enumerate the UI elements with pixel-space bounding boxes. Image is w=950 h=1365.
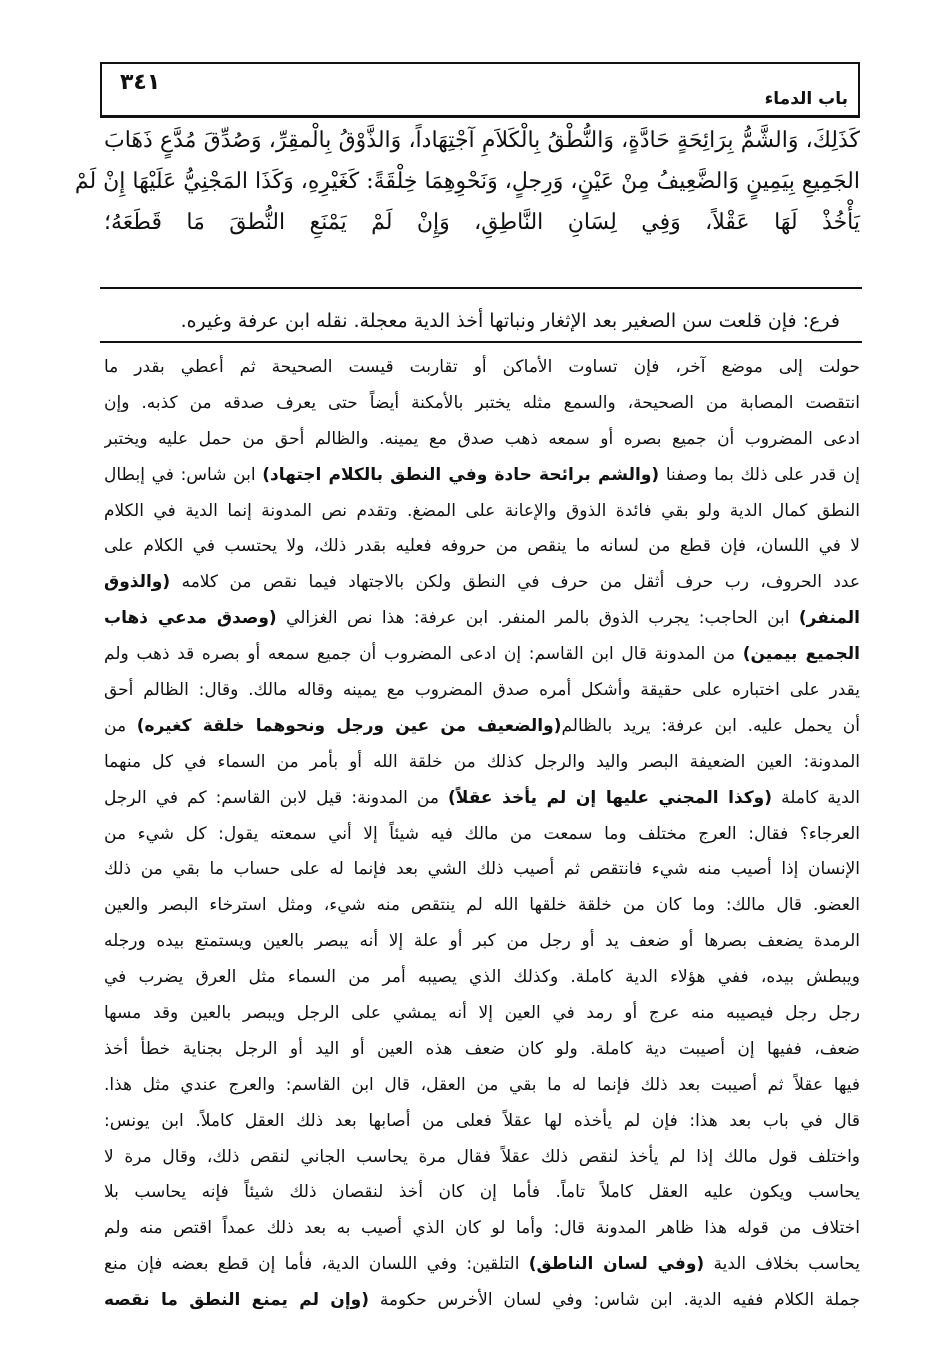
- chapter-title: باب الدماء: [764, 89, 848, 109]
- commentary-line: [104, 637, 860, 673]
- commentary-segment: النطق كمال الدية ولو بقي فائدة الذوق والإعانة على المضغ. وتقدم نص المدونة إنما الدية في الكلام: [104, 500, 860, 521]
- commentary-text: [104, 350, 860, 1319]
- commentary-segment: فيها عقلاً ثم أصيبت بعد ذلك فإنما له ما بقي من العقل، قال ابن القاسم: والعرج عندي مثل هذا.: [104, 1074, 860, 1095]
- commentary-line: [104, 673, 860, 709]
- commentary-line: [104, 1283, 860, 1319]
- text-line: يَأْخُذْ لَهَا عَقْلاً، وَفِي لِسَانِ النَّاطِقِ، وَإِنْ لَمْ يَمْنَعِ النُّطقَ مَا قَطَعَهُ؛: [104, 210, 861, 235]
- commentary-line: [104, 781, 860, 817]
- commentary-line: [104, 1032, 860, 1068]
- commentary-line: [104, 888, 860, 924]
- quoted-matn: (وفي لسان الناطق): [528, 1254, 705, 1275]
- divider: [100, 287, 862, 289]
- quoted-matn: (وكذا المجني عليها إن لم يأخذ عقلاً): [448, 787, 773, 808]
- commentary-segment: يقدر على اختباره على حقيقة وأشكل أمره صدق المضروب مع يمينه وقاله مالك. وقال: الظالم أحق: [104, 680, 860, 701]
- text-line: الجَمِيعِ بِيَمِينٍ وَالضَّعِيفُ مِنْ عَيْنٍ، وَرِجلٍ، وَنَحْوِهِمَا خِلْقَةً: كَغَيْرِهِ، وَكَذَا المَجْنِيُّ عَلَيْهَا إِنْ لَمْ: [74, 169, 860, 194]
- running-header: [100, 62, 860, 118]
- commentary-line: [104, 386, 860, 422]
- quoted-matn: (والضعيف من عين ورجل ونحوهما خلقة كغيره): [136, 715, 562, 736]
- quoted-matn: (وإن لم يمنع النطق ما نقصه: [104, 1290, 369, 1311]
- commentary-line: [104, 1140, 860, 1176]
- commentary-segment: يحاسب بخلاف الدية: [704, 1254, 860, 1275]
- commentary-segment: التلقين: وفي اللسان الدية، فأما إن قطع بعضه فإن منع: [104, 1254, 529, 1275]
- commentary-segment: من المدونة قال ابن القاسم: إن ادعى المضروب أن جميع سمعه أو بصره قد ذهب ولم: [104, 644, 743, 665]
- commentary-segment: من المدونة: قيل لابن القاسم: كم في الرجل: [104, 787, 449, 808]
- commentary-segment: ادعى المضروب أن جميع بصره أو سمعه ذهب صدق مع يمينه. والظالم أحق من حمل عليه ويختبر: [104, 428, 860, 449]
- commentary-segment: حولت إلى موضع آخر، فإن تساوت الأماكن أو تقاربت قيست الصحيحة ثم أعطي بقدر ما: [104, 357, 860, 377]
- commentary-segment: العرجاء؟ فقال: العرج مختلف وما سمعت من مالك فيه شيئاً إلا أني سمعته يقول: كل شيء من: [104, 823, 860, 844]
- commentary-line: [104, 601, 860, 637]
- text-line: كَذَلِكَ، وَالشَّمُّ بِرَائِحَةٍ حَادَّةٍ، وَالنُّطْقُ بِالْكَلاَمِ آجْتِهَاداً، وَالذَّوْقُ بِالْمقِرِّ، وَصُدِّقَ مُدَّعٍ ذَهَابَ: [104, 128, 860, 153]
- commentary-line: [104, 1104, 860, 1140]
- commentary-segment: واختلف قول مالك إذا لم يأخذ لنقص ذلك عقلاً فقال مرة يحاسب الجاني لنقص ذلك، وقال مرة لا: [104, 1146, 860, 1167]
- commentary-segment: العضو. قال مالك: وما كان من خلقة خلقها الله لم ينتقص منه شيء، ومثل استرخاء البصر والعين: [104, 895, 860, 916]
- commentary-segment: عدد الحروف، رب حرف أثقل من حرف في النطق ولكن بالاجتهاد فيما نقص من كلامه: [170, 572, 860, 593]
- commentary-line: [104, 996, 860, 1032]
- commentary-line: [104, 817, 860, 853]
- far-note: فرع: فإن قلعت سن الصغير بعد الإثغار ونباتها أخذ الدية معجلة. نقله ابن عرفة وغيره.: [180, 310, 840, 332]
- commentary-segment: جملة الكلام ففيه الدية. ابن شاس: وفي لسان الأخرس حكومة: [369, 1290, 860, 1311]
- commentary-segment: الإنسان إذا أصيب منه شيء فانتقص ثم أصيب ذلك الشي بعد فإنما له على حساب ما بقي من ذلك: [104, 859, 860, 880]
- quoted-matn: المنفر): [798, 608, 860, 629]
- commentary-segment: إن قدر على ذلك بما وصفنا: [659, 464, 860, 485]
- commentary-segment: اختلاف من قوله هذا ظاهر المدونة قال: وأما لو كان الذي أصيب به بعد ذلك عمداً اقتص منه ولم: [104, 1218, 860, 1239]
- commentary-segment: الرمدة يضعف بصرها أو ضعف يد أو رجل من كبر أو علة إلا أنه يبصر بالعين ويستمتع بيده ورجله: [104, 931, 860, 952]
- commentary-line: [104, 350, 860, 386]
- quoted-matn: (وصدق مدعي ذهاب: [104, 608, 277, 629]
- commentary-segment: ابن الحاجب: يجرب الذوق بالمر المنفر. ابن عرفة: هذا نص الغزالي: [276, 608, 799, 629]
- commentary-line: [104, 745, 860, 781]
- commentary-line: [104, 565, 860, 601]
- commentary-line: [104, 1175, 860, 1211]
- main-text: [74, 120, 861, 243]
- commentary-segment: قال في باب بعد هذا: فإن لم يأخذه لها عقلاً فعلى من أصابها بعد ذلك العقل كاملاً. ابن يونس:: [104, 1110, 860, 1131]
- commentary-line: [104, 1247, 860, 1283]
- quoted-matn: (والشم برائحة حادة وفي النطق بالكلام اجتهاد): [262, 464, 660, 485]
- commentary-segment: ويبطش بيده، ففي هؤلاء الدية كاملة. وكذلك الذي يصيبه أمر من السماء مثل العرق يضرب في: [104, 967, 860, 988]
- commentary-line: [104, 709, 860, 745]
- commentary-segment: رجل رجل فيصيبه منه عرج أو رمد في العين إلا أنه يمشي على الرجل ويبصر بالعين وقد مسها: [104, 1003, 860, 1024]
- page-number: ٣٤١: [120, 70, 161, 95]
- divider: [100, 341, 862, 343]
- commentary-segment: ابن شاس: في إبطال: [104, 464, 263, 485]
- quoted-matn: (والذوق: [104, 572, 171, 593]
- commentary-line: [104, 529, 860, 565]
- commentary-segment: المدونة: العين الضعيفة البصر واليد والرجل كذلك من خلقة الله أو بأمر من السماء في كل منهما: [104, 751, 860, 772]
- commentary-line: [104, 1211, 860, 1247]
- commentary-segment: أن يحمل عليه. ابن عرفة: يريد بالظالم: [561, 715, 860, 736]
- commentary-line: [104, 1068, 860, 1104]
- commentary-segment: يحاسب ويكون عليه العقل كاملاً تاماً. فأما إن كان أخذ لنقصان ذلك شيئاً فإنه يحاسب بلا: [104, 1182, 860, 1203]
- commentary-line: [104, 924, 860, 960]
- commentary-line: [104, 852, 860, 888]
- commentary-line: [104, 458, 860, 494]
- commentary-segment: الدية كاملة: [772, 787, 860, 808]
- quoted-matn: الجميع بيمين): [742, 644, 860, 665]
- commentary-line: [104, 494, 860, 530]
- commentary-segment: لا في اللسان، فإن قطع من لسانه ما ينقص من حروفه فعليه بقدر ذلك، ولا يحتسب في الكلام على: [104, 536, 860, 557]
- commentary-segment: ضعف، ففيها إن أصيبت دية كاملة. ولو كان ضعف هذه العين أو اليد أو الرجل بجناية خطأ أخذ: [104, 1038, 860, 1059]
- commentary-segment: من: [104, 715, 137, 736]
- commentary-line: [104, 960, 860, 996]
- commentary-segment: انتقصت المصابة من الصحيحة، والسمع مثله يختبر بالأمكنة أيضاً حتى يعرف صدقه من كذبه. وإن: [104, 392, 860, 413]
- commentary-line: [104, 422, 860, 458]
